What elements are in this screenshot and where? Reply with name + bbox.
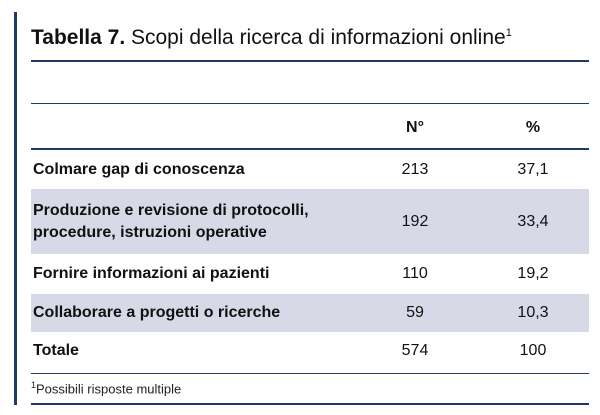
row-label <box>31 200 353 244</box>
row-percent: 33,4 <box>517 212 549 230</box>
total-label: Totale <box>33 342 79 359</box>
header-row <box>31 112 589 144</box>
table-frame <box>14 12 589 405</box>
row-label-line-2: procedure, istruzioni operative <box>33 223 267 241</box>
row-label: Colmare gap di conoscenza <box>33 161 245 178</box>
table-row <box>31 255 589 293</box>
title-rule <box>31 60 589 62</box>
footnote-text: Possibili risposte multiple <box>36 381 182 397</box>
header-percent: % <box>525 119 541 136</box>
table-number: Tabella 7. <box>31 26 126 49</box>
row-percent: 37,1 <box>517 161 549 178</box>
row-count: 192 <box>401 212 429 230</box>
row-count: 59 <box>406 304 424 321</box>
title-footnote-mark: 1 <box>505 27 512 39</box>
footnote <box>31 380 181 396</box>
table-row <box>31 152 589 188</box>
total-percent: 100 <box>519 342 547 359</box>
table-title <box>31 26 512 50</box>
table-row <box>31 189 589 254</box>
header-count: N° <box>406 119 424 136</box>
total-count: 574 <box>401 342 429 359</box>
footer-rule <box>31 403 589 405</box>
footnote-mark: 1 <box>31 380 37 390</box>
table-caption: Scopi della ricerca di informazioni online <box>131 26 506 49</box>
header-top-rule <box>31 103 589 104</box>
row-count: 213 <box>401 161 429 178</box>
header-bottom-rule <box>31 148 589 150</box>
row-percent: 10,3 <box>517 304 549 321</box>
row-count: 110 <box>402 265 428 282</box>
row-label-line-1: Produzione e revisione di protocolli, <box>33 201 309 219</box>
table-bottom-rule <box>31 373 589 374</box>
row-label: Fornire informazioni ai pazienti <box>33 265 270 282</box>
total-row <box>31 333 589 369</box>
table-row <box>31 294 589 332</box>
row-label: Collaborare a progetti o ricerche <box>33 304 281 321</box>
row-percent: 19,2 <box>517 265 549 282</box>
